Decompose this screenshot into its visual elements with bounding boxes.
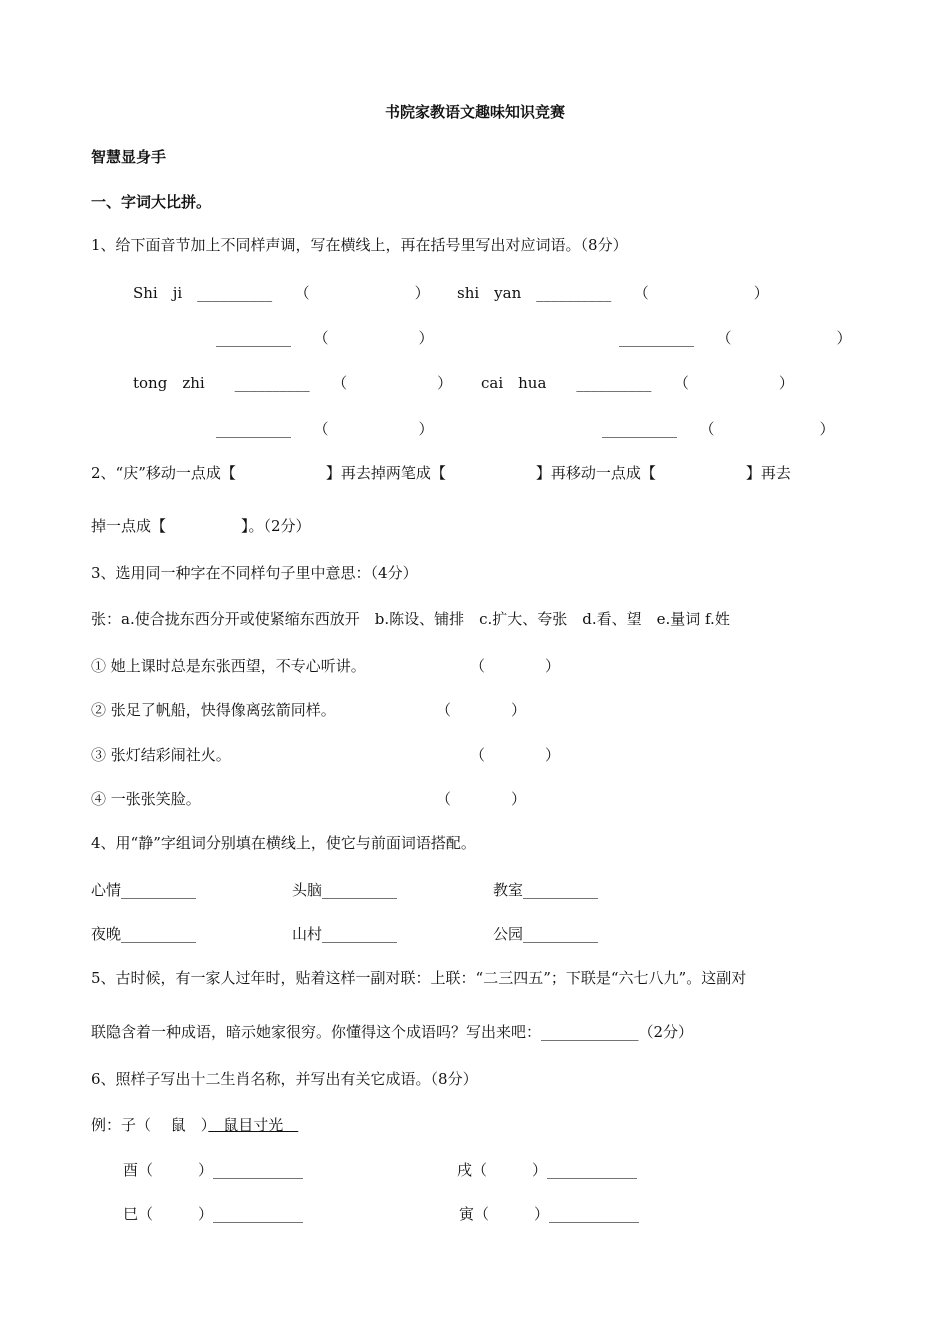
q4-row1-col1: 心情__________: [91, 881, 197, 899]
q4-row2-col2: 山村__________: [292, 925, 398, 943]
question-3: 3、选用同一种字在不同样句子里中意思：（4分）: [91, 564, 418, 582]
question-6: 6、照样子写出十二生肖名称，并写出有关它成语。（8分）: [91, 1070, 478, 1088]
q1-row1-left: Shi ji __________ （ ）: [133, 284, 430, 302]
document-title: 书院家教语文趣味知识竞赛: [384, 103, 565, 121]
q4-row2-col3: 公园__________: [493, 925, 599, 943]
q3-options: 张：a.使合拢东西分开或使紧缩东西放开 b.陈设、铺排 c.扩大、夸张 d.看、望 e.量词 f.姓: [91, 610, 730, 628]
question-4: 4、用“静”字组词分别填在横线上，使它与前面词语搭配。: [91, 834, 476, 852]
q1-row1-right: shi yan __________ （ ）: [457, 284, 769, 302]
q4-row1-col3: 教室__________: [493, 881, 599, 899]
q3-blank-1: （ ）: [470, 657, 561, 675]
q1-row2-left: __________ （ ）: [216, 329, 434, 347]
q6-row1-right: 戌（ ）____________: [457, 1161, 638, 1179]
q4-row2-col1: 夜晚__________: [91, 925, 197, 943]
q6-row2-left: 巳（ ）____________: [123, 1205, 304, 1223]
q6-example-answer: 鼠目寸光: [208, 1116, 299, 1134]
q1-row4-right: __________ （ ）: [602, 420, 835, 438]
section-heading: 智慧显身手: [91, 148, 167, 166]
question-2-line2: 掉一点成【 】。（2分）: [91, 517, 311, 535]
q3-item-3: ③ 张灯结彩闹社火。: [91, 746, 231, 764]
q4-row1-col2: 头脑__________: [292, 881, 398, 899]
question-5-line2: 联隐含着一种成语，暗示她家很穷。你懂得这个成语吗？写出来吧：_____________（2分）: [91, 1023, 694, 1041]
q6-row1-left: 酉（ ）____________: [123, 1161, 304, 1179]
q6-example-prefix: 例：子（ 鼠 ）: [91, 1116, 209, 1134]
q1-row3-left: tong zhi __________ （ ）: [133, 374, 453, 392]
part-heading: 一、字词大比拼。: [91, 193, 212, 211]
q1-row3-right: cai hua __________ （ ）: [481, 374, 794, 392]
question-5-line1: 5、古时候，有一家人过年时，贴着这样一副对联：上联：“二三四五”；下联是“六七八九”。这副对: [91, 969, 747, 987]
q3-item-4: ④ 一张张笑脸。: [91, 790, 201, 808]
q3-item-1: ① 她上课时总是东张西望，不专心听讲。: [91, 657, 366, 675]
q3-blank-3: （ ）: [470, 746, 561, 764]
q1-row4-left: __________ （ ）: [216, 420, 434, 438]
q6-example: [91, 1115, 298, 1135]
q3-blank-2: （ ）: [436, 701, 527, 719]
q3-item-2: ② 张足了帆船，快得像离弦箭同样。: [91, 701, 336, 719]
question-2-line1: 2、“庆”移动一点成【 】再去掉两笔成【 】再移动一点成【 】再去: [91, 464, 791, 482]
q6-row2-right: 寅（ ）____________: [459, 1205, 640, 1223]
q3-blank-4: （ ）: [436, 790, 527, 808]
q1-row2-right: __________ （ ）: [619, 329, 852, 347]
question-1: 1、给下面音节加上不同样声调，写在横线上，再在括号里写出对应词语。（8分）: [91, 236, 628, 254]
